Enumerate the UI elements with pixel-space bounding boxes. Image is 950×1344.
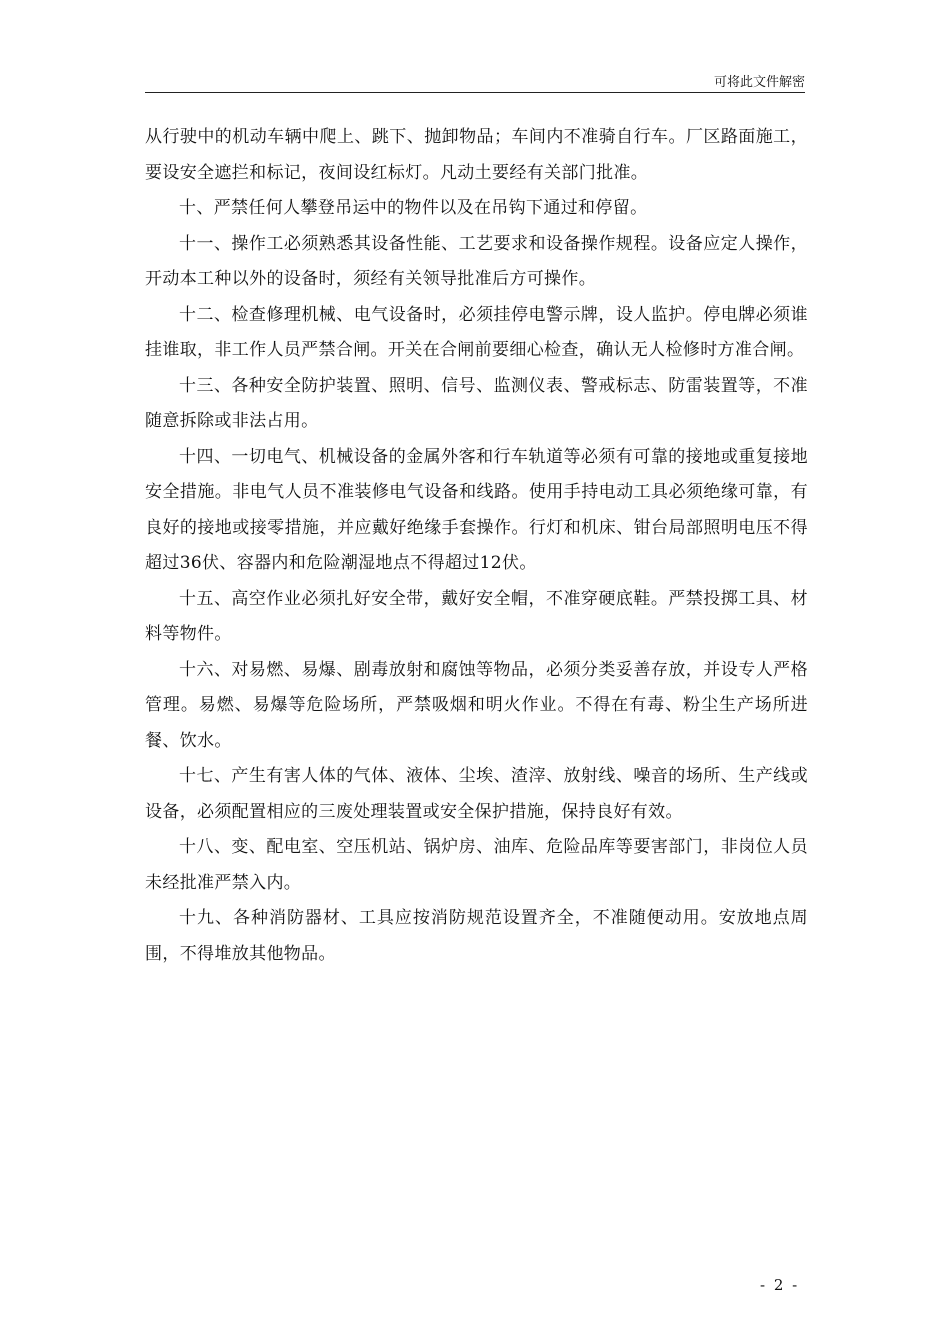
paragraph: 十一、操作工必须熟悉其设备性能、工艺要求和设备操作规程。设备应定人操作，开动本工种以外的设备时，须经有关领导批准后方可操作。 xyxy=(145,233,808,289)
paragraph: 十四、一切电气、机械设备的金属外客和行车轨道等必须有可靠的接地或重复接地安全措施。非电气人员不准装修电气设备和线路。使用手持电动工具必须绝缘可靠，有良好的接地或接零措施，并应戴好绝缘手套操作。行灯和机床、钳台局部照明电压不得超过36伏、容器内和危险潮湿地点不得超过12伏。 xyxy=(145,446,808,573)
paragraph: 十、严禁任何人攀登吊运中的物件以及在吊钩下通过和停留。 xyxy=(179,198,648,218)
paragraph: 十五、高空作业必须扎好安全带，戴好安全帽，不准穿硬底鞋。严禁投掷工具、材料等物件。 xyxy=(145,588,808,644)
header-text: 可将此文件解密 xyxy=(713,75,805,90)
page-number: - 2 - xyxy=(760,1276,800,1294)
paragraph: 从行驶中的机动车辆中爬上、跳下、抛卸物品；车间内不准骑自行车。厂区路面施工，要设安全遮拦和标记，夜间设红标灯。凡动土要经有关部门批准。 xyxy=(145,127,808,183)
paragraph: 十二、检查修理机械、电气设备时，必须挂停电警示牌，设人监护。停电牌必须谁挂谁取，非工作人员严禁合闸。开关在合闸前要细心检查，确认无人检修时方准合闸。 xyxy=(145,304,808,360)
paragraph: 十三、各种安全防护装置、照明、信号、监测仪表、警戒标志、防雷装置等，不准随意拆除或非法占用。 xyxy=(145,375,808,431)
paragraph: 十七、产生有害人体的气体、液体、尘埃、渣滓、放射线、噪音的场所、生产线或设备，必须配置相应的三废处理装置或安全保护措施，保持良好有效。 xyxy=(145,766,808,822)
paragraph: 十八、变、配电室、空压机站、锅炉房、油库、危险品库等要害部门，非岗位人员未经批准严禁入内。 xyxy=(145,837,808,893)
paragraph: 十六、对易燃、易爆、剧毒放射和腐蚀等物品，必须分类妥善存放，并设专人严格管理。易燃、易爆等危险场所，严禁吸烟和明火作业。不得在有毒、粉尘生产场所进餐、饮水。 xyxy=(145,659,808,751)
document-body xyxy=(145,120,808,972)
page-header xyxy=(145,70,805,93)
paragraph: 十九、各种消防器材、工具应按消防规范设置齐全，不准随便动用。安放地点周围，不得堆放其他物品。 xyxy=(145,908,808,964)
